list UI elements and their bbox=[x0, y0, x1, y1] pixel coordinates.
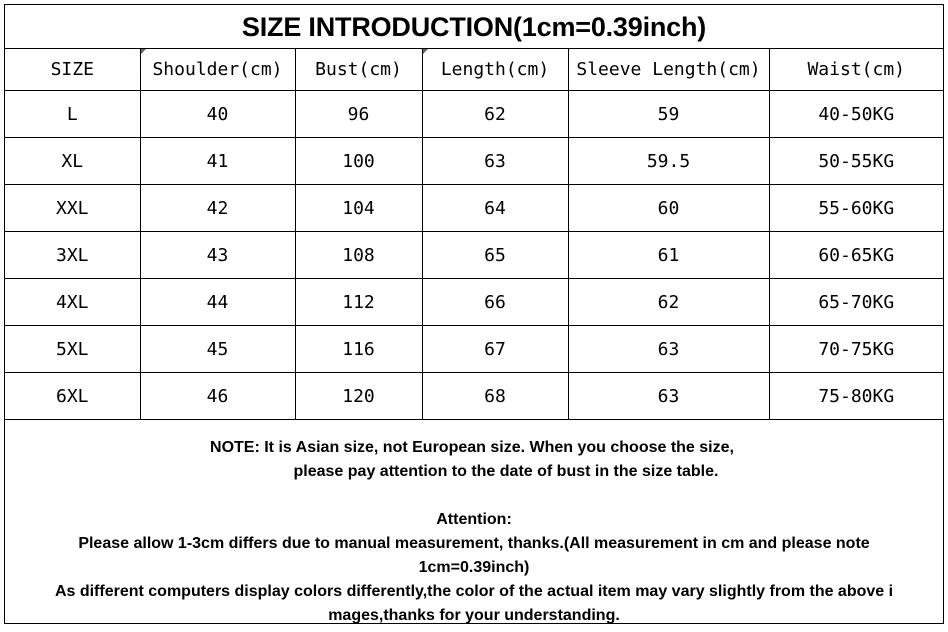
size-cell: 3XL bbox=[5, 232, 140, 279]
table-row bbox=[5, 279, 943, 326]
length-cell: 63 bbox=[422, 138, 568, 185]
length-cell: 64 bbox=[422, 185, 568, 232]
column-header-bust: Bust(cm) bbox=[295, 49, 422, 91]
waist-cell: 65-70KG bbox=[769, 279, 943, 326]
length-cell: 62 bbox=[422, 91, 568, 138]
size-cell: L bbox=[5, 91, 140, 138]
shoulder-cell: 46 bbox=[140, 373, 295, 420]
column-header-sleeve-length: Sleeve Length(cm) bbox=[568, 49, 769, 91]
size-cell: 4XL bbox=[5, 279, 140, 326]
sleeve-length-cell: 60 bbox=[568, 185, 769, 232]
note-line-asian-size: NOTE: It is Asian size, not European size. When you choose the size, bbox=[210, 439, 734, 456]
note-line-bust-attention: please pay attention to the date of bust in the size table. bbox=[293, 463, 719, 480]
notes-section bbox=[5, 418, 943, 623]
bust-cell: 112 bbox=[295, 279, 422, 326]
waist-cell: 75-80KG bbox=[769, 373, 943, 420]
shoulder-cell: 40 bbox=[140, 91, 295, 138]
colors-disclaimer-line-end: mages,thanks for your understanding. bbox=[328, 607, 620, 624]
size-cell: XXL bbox=[5, 185, 140, 232]
waist-cell: 70-75KG bbox=[769, 326, 943, 373]
length-cell: 68 bbox=[422, 373, 568, 420]
column-header-length-label: Length(cm) bbox=[440, 59, 550, 80]
sleeve-length-cell: 62 bbox=[568, 279, 769, 326]
sleeve-length-cell: 59.5 bbox=[568, 138, 769, 185]
bust-cell: 116 bbox=[295, 326, 422, 373]
size-cell: 6XL bbox=[5, 373, 140, 420]
bust-cell: 100 bbox=[295, 138, 422, 185]
cell-corner-marker bbox=[141, 49, 146, 54]
table-row bbox=[5, 373, 943, 420]
sleeve-length-cell: 61 bbox=[568, 232, 769, 279]
column-header-shoulder-label: Shoulder(cm) bbox=[152, 59, 283, 80]
cell-corner-marker bbox=[423, 49, 428, 54]
length-cell: 65 bbox=[422, 232, 568, 279]
attention-line-inch-conversion: 1cm=0.39inch) bbox=[418, 559, 530, 576]
colors-disclaimer-line: As different computers display colors differently,the color of the actual item may vary slightly from the above i bbox=[54, 583, 894, 600]
table-row bbox=[5, 91, 943, 138]
shoulder-cell: 45 bbox=[140, 326, 295, 373]
column-header-shoulder bbox=[140, 49, 295, 91]
sleeve-length-cell: 63 bbox=[568, 373, 769, 420]
waist-cell: 60-65KG bbox=[769, 232, 943, 279]
length-cell: 67 bbox=[422, 326, 568, 373]
waist-cell: 55-60KG bbox=[769, 185, 943, 232]
column-header-size: SIZE bbox=[5, 49, 140, 91]
shoulder-cell: 41 bbox=[140, 138, 295, 185]
length-cell: 66 bbox=[422, 279, 568, 326]
table-row bbox=[5, 185, 943, 232]
bust-cell: 108 bbox=[295, 232, 422, 279]
attention-heading: Attention: bbox=[436, 511, 512, 528]
waist-cell: 50-55KG bbox=[769, 138, 943, 185]
column-header-waist: Waist(cm) bbox=[769, 49, 943, 91]
table-row bbox=[5, 232, 943, 279]
bust-cell: 96 bbox=[295, 91, 422, 138]
table-header-row bbox=[5, 49, 943, 91]
shoulder-cell: 42 bbox=[140, 185, 295, 232]
size-cell: XL bbox=[5, 138, 140, 185]
size-chart-sheet bbox=[4, 4, 944, 624]
column-header-length bbox=[422, 49, 568, 91]
size-cell: 5XL bbox=[5, 326, 140, 373]
attention-line-measurement: Please allow 1-3cm differs due to manual measurement, thanks.(All measurement in cm and please note bbox=[78, 535, 870, 552]
table-row bbox=[5, 326, 943, 373]
bust-cell: 104 bbox=[295, 185, 422, 232]
shoulder-cell: 43 bbox=[140, 232, 295, 279]
size-chart-title: SIZE INTRODUCTION(1cm=0.39inch) bbox=[5, 5, 943, 49]
sleeve-length-cell: 63 bbox=[568, 326, 769, 373]
size-table bbox=[5, 48, 943, 420]
shoulder-cell: 44 bbox=[140, 279, 295, 326]
sleeve-length-cell: 59 bbox=[568, 91, 769, 138]
bust-cell: 120 bbox=[295, 373, 422, 420]
waist-cell: 40-50KG bbox=[769, 91, 943, 138]
table-row bbox=[5, 138, 943, 185]
